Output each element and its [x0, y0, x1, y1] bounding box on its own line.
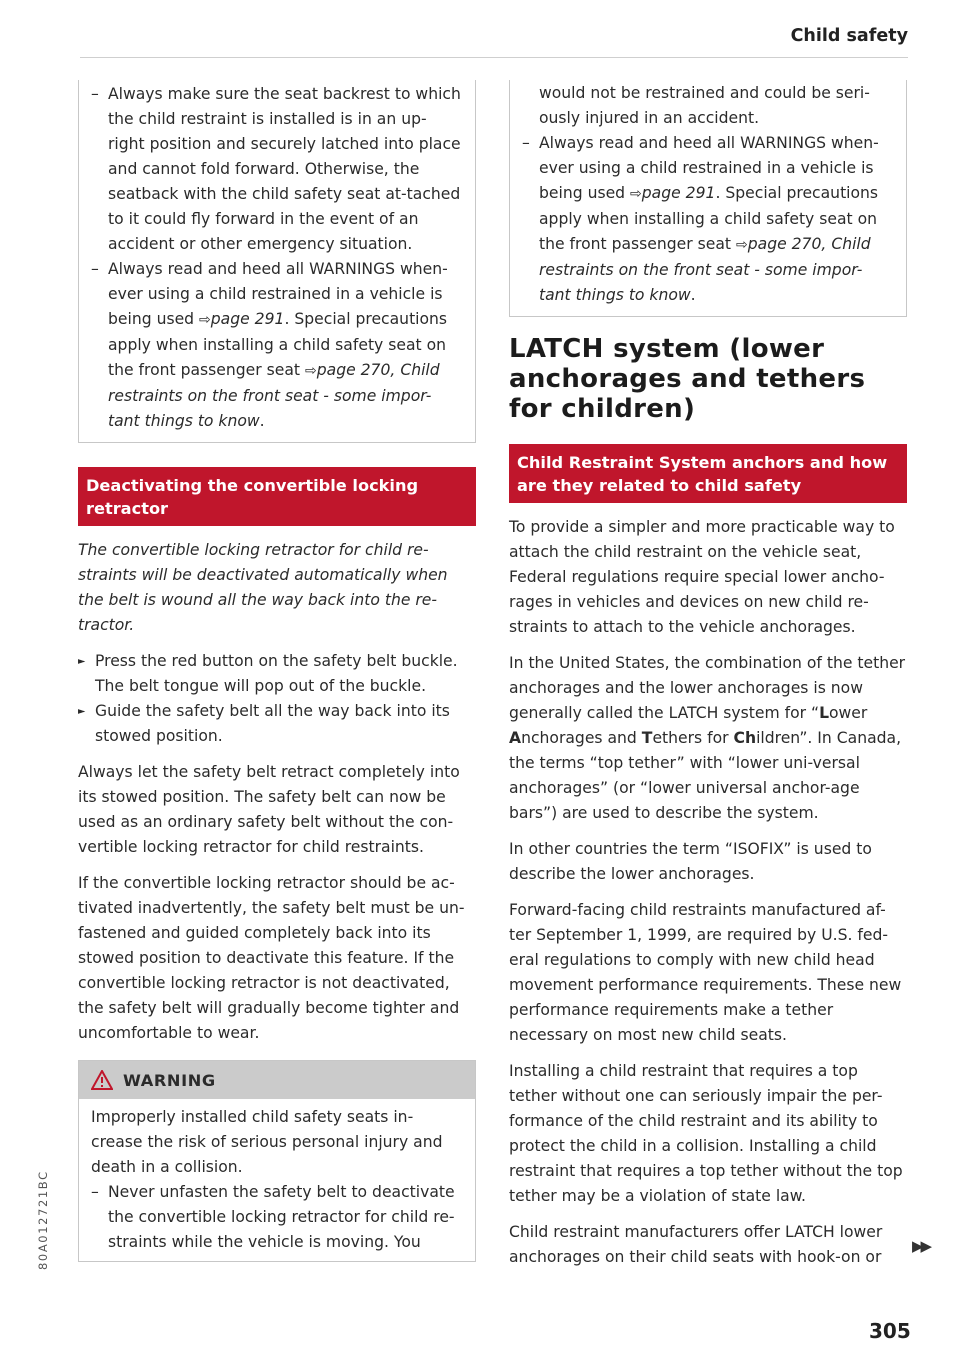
warning-header [79, 1061, 475, 1099]
page-reference-link[interactable]: page 270, Child restraints on the front seat - some impor-tant things to know [539, 235, 871, 304]
document-code: 80A012721BC [36, 1170, 50, 1270]
left-column [78, 80, 476, 1262]
reference-arrow-icon: ⇨ [305, 363, 317, 379]
text-run: ower [829, 704, 868, 722]
warning-item: – Never unfasten the safety belt to deactivate the convertible locking retractor for child re-straints while the vehicle is moving. You [91, 1180, 461, 1255]
text-run-bold: A [509, 729, 522, 747]
section-heading-deactivating: Deactivating the convertible locking retractor [78, 467, 476, 526]
warning-text: . [259, 412, 265, 430]
body-paragraph: If the convertible locking retractor should be ac-tivated inadvertently, the safety belt must be un-fastened and guided completely back into its stowed position to deactivate this feature. If the convertible locking retractor is not deactivated, the safety belt will gradually become tighter and uncomfortable to wear. [78, 874, 465, 1042]
instruction-step: ► Guide the safety belt all the way back into its stowed position. [78, 699, 476, 749]
page-number: 305 [869, 1319, 911, 1343]
page-reference-link[interactable]: page 291 [210, 310, 285, 328]
text-run: ethers for [652, 729, 734, 747]
warning-text: . Special precautions apply when installing a child safety seat on the front passenger seat [108, 310, 448, 379]
right-column [509, 80, 907, 1281]
warning-text: . [690, 286, 696, 304]
body-paragraph: To provide a simpler and more practicable way to attach the child restraint on the vehicle seat, Federal regulations require special lower ancho-rages in vehicles and devices on new child re-straints to attach to the vehicle anchorages. [509, 518, 895, 636]
header-rule [80, 57, 908, 58]
text-run: ildren”. In Canada, the terms “top tether” with “lower uni-versal anchorages” (or “lower universal anchor-age bars”) are used to describe the system. [509, 729, 902, 822]
body-paragraph: Always let the safety belt retract completely into its stowed position. The safety belt can now be used as an ordinary safety belt without the con-vertible locking retractor for child restraints. [78, 763, 460, 856]
warning-text: . Special precautions apply when installing a child safety seat on the front passenger seat [539, 184, 879, 253]
intro-paragraph: The convertible locking retractor for child re-straints will be deactivated automatically when the belt is wound all the way back into the re-tractor. [78, 541, 448, 634]
page-reference-link[interactable]: page 291 [641, 184, 716, 202]
warning-text: Always read and heed all WARNINGS when-ever using a child restrained in a vehicle is being used [539, 134, 879, 202]
warning-body [79, 1099, 475, 1261]
body-paragraph: Installing a child restraint that requires a top tether without one can seriously impair the per-formance of the child restraint and its ability to protect the child in a collision. Installing a child restraint that requires a top tether without the top tether may be a violation of state law. [509, 1062, 903, 1205]
text-run-bold: L [819, 704, 830, 722]
warning-item [522, 131, 892, 308]
warning-box [78, 1060, 476, 1262]
continued-warning-box-right [509, 80, 907, 317]
warning-text: Always read and heed all WARNINGS when-ever using a child restrained in a vehicle is being used [108, 260, 448, 328]
continued-warning-box-left [78, 80, 476, 443]
text-run-bold: Ch [733, 729, 757, 747]
warning-label: WARNING [123, 1070, 216, 1090]
page-header-title: Child safety [790, 26, 908, 46]
continue-arrow-icon: ▶▶ [912, 1237, 930, 1255]
body-paragraph: In other countries the term “ISOFIX” is used to describe the lower anchorages. [509, 840, 872, 883]
section-heading-anchors: Child Restraint System anchors and how are they related to child safety [509, 444, 907, 503]
reference-arrow-icon: ⇨ [199, 312, 211, 328]
reference-arrow-icon: ⇨ [630, 186, 642, 202]
body-paragraph: Child restraint manufacturers offer LATCH lower anchorages on their child seats with hook-on or [509, 1223, 883, 1266]
body-paragraph: Forward-facing child restraints manufactured af-ter September 1, 1999, are required by U.S. fed-eral regulations to comply with new child head movement performance requirements. These new performance requirements make a tether necessary on most new child seats. [509, 901, 902, 1044]
page-reference-link[interactable]: page 270, Child restraints on the front seat - some impor-tant things to know [108, 361, 440, 430]
text-run-bold: T [641, 729, 653, 747]
warning-item: – Always make sure the seat backrest to which the child restraint is installed is in an up-right position and securely latched into place and cannot fold forward. Otherwise, the seatback with the child safety seat at-tached to it could fly forward in the event of an accident or other emergency situation. [91, 82, 461, 257]
body-paragraph [509, 651, 907, 826]
text-run: In the United States, the combination of the tether anchorages and the lower anchorages is now generally called the LATCH system for “ [509, 654, 906, 722]
instruction-step: ► Press the red button on the safety belt buckle. The belt tongue will pop out of the buckle. [78, 649, 476, 699]
warning-triangle-icon [91, 1070, 113, 1090]
warning-text: Improperly installed child safety seats in-crease the risk of serious personal injury and death in a collision. [91, 1108, 443, 1176]
reference-arrow-icon: ⇨ [736, 237, 748, 253]
warning-item [91, 257, 461, 434]
warning-continued-text: would not be restrained and could be seri-ously injured in an accident. [539, 84, 870, 127]
section-title-latch: LATCH system (lower anchorages and tethers for children) [509, 334, 866, 424]
text-run: nchorages and [521, 729, 642, 747]
